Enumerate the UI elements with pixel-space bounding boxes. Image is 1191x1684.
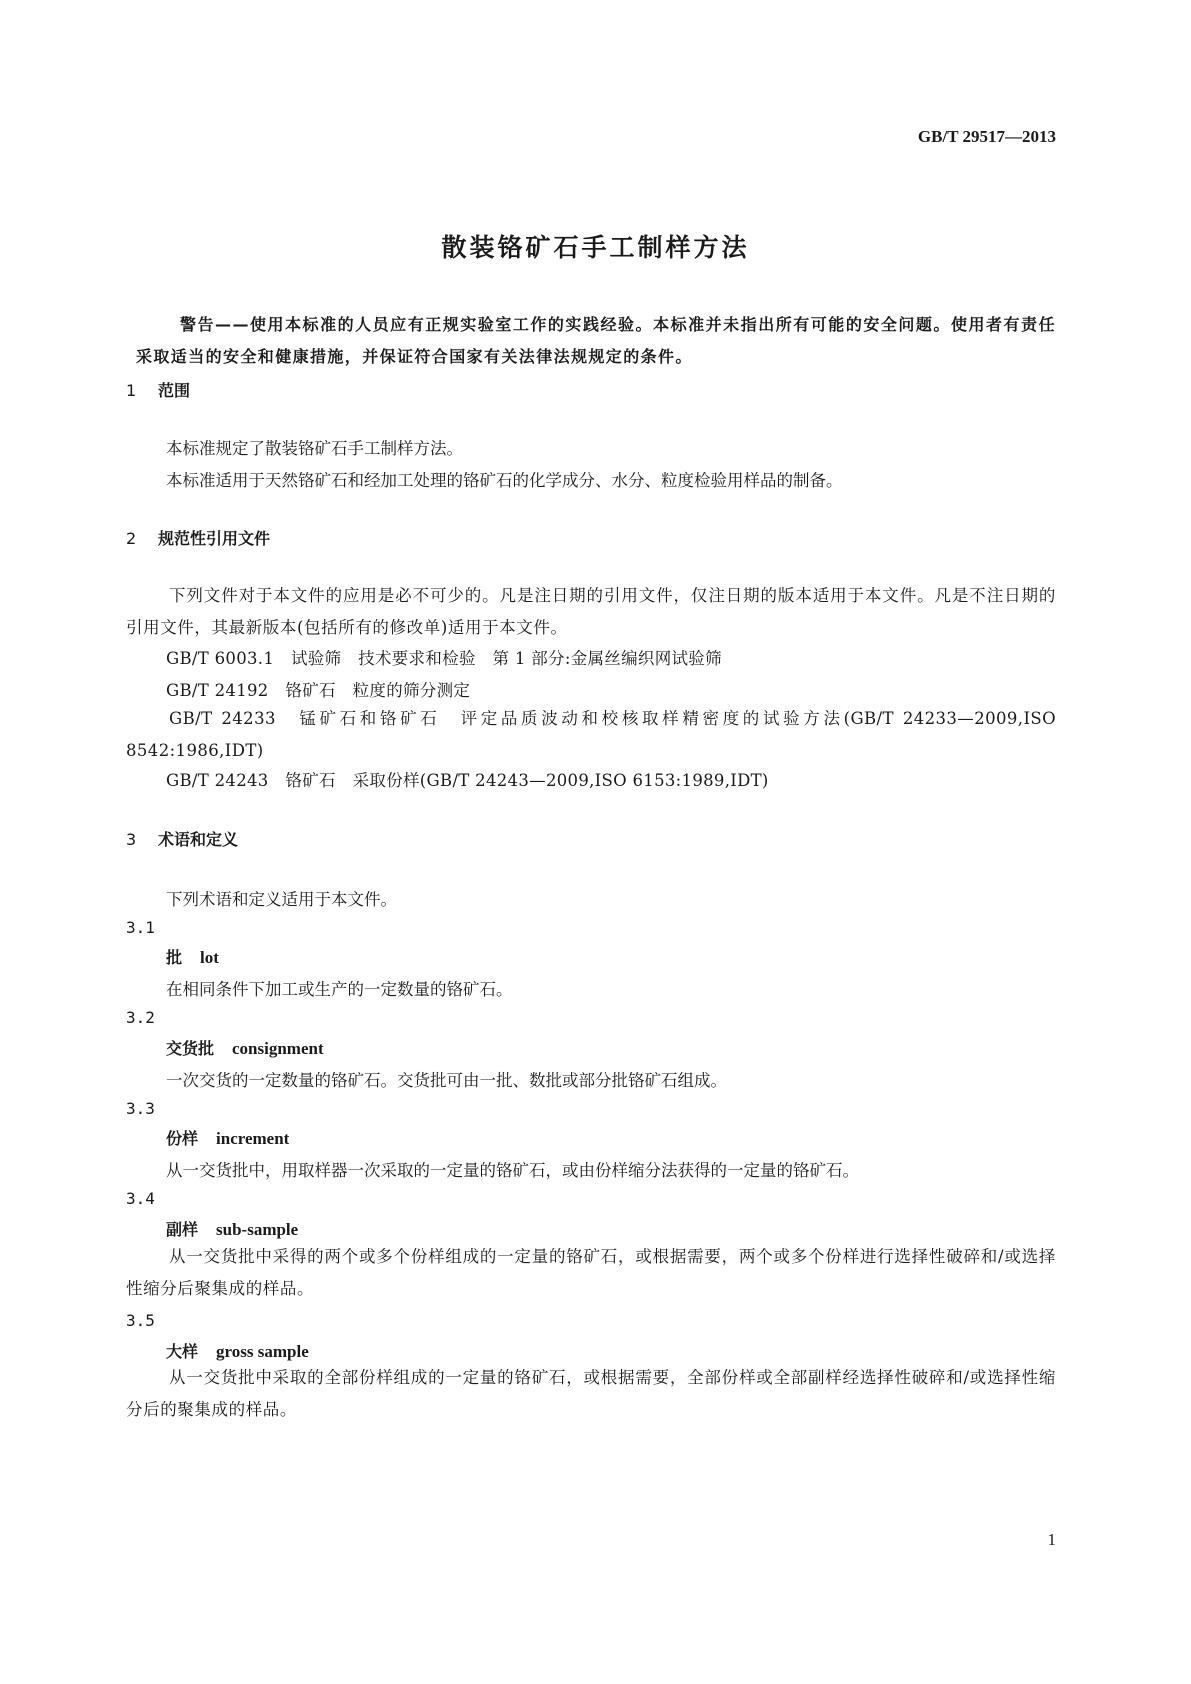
section-number: 3 — [126, 830, 137, 849]
term-title — [166, 945, 219, 968]
scope-paragraph-2: 本标准适用于天然铬矿石和经加工处理的铬矿石的化学成分、水分、粒度检验用样品的制备。 — [166, 471, 843, 490]
term-english: lot — [200, 948, 219, 967]
normative-intro: 下列文件对于本文件的应用是必不可少的。凡是注日期的引用文件，仅注日期的版本适用于本文件。凡是不注日期的引用文件，其最新版本(包括所有的修改单)适用于本文件。 — [126, 586, 1056, 637]
term-definition: 从一交货批中采得的两个或多个份样组成的一定量的铬矿石，或根据需要，两个或多个份样进行选择性破碎和/或选择性缩分后聚集成的样品。 — [126, 1247, 1056, 1298]
term-definition: 在相同条件下加工或生产的一定数量的铬矿石。 — [166, 980, 513, 999]
warning-paragraph: 警告——使用本标准的人员应有正规实验室工作的实践经验。本标准并未指出所有可能的安全问题。使用者有责任采取适当的安全和健康措施，并保证符合国家有关法律法规规定的条件。 — [136, 315, 1056, 366]
term-english: increment — [216, 1129, 290, 1148]
term-chinese: 大样 — [166, 1342, 199, 1361]
section-heading-normative — [126, 526, 270, 549]
section-title: 术语和定义 — [158, 830, 239, 849]
section-number: 1 — [126, 381, 137, 400]
document-title: 散装铬矿石手工制样方法 — [441, 233, 750, 262]
reference-item: GB/T 24243 铬矿石 采取份样(GB/T 24243—2009,ISO 6153:1989,IDT) — [166, 771, 769, 790]
term-number: 3.2 — [126, 1008, 155, 1027]
term-title — [166, 1339, 309, 1362]
terms-intro: 下列术语和定义适用于本文件。 — [166, 890, 397, 909]
section-heading-scope — [126, 378, 190, 401]
term-title — [166, 1217, 298, 1240]
term-title — [166, 1126, 289, 1149]
section-heading-terms — [126, 827, 238, 850]
reference-item: GB/T 24233 锰矿石和铬矿石 评定品质波动和校核取样精密度的试验方法(GB/T 24233—2009,ISO 8542:1986,IDT) — [126, 709, 1056, 760]
term-number: 3.3 — [126, 1099, 155, 1118]
term-chinese: 批 — [166, 948, 183, 967]
term-chinese: 副样 — [166, 1220, 199, 1239]
term-english: sub-sample — [216, 1220, 299, 1239]
term-definition: 一次交货的一定数量的铬矿石。交货批可由一批、数批或部分批铬矿石组成。 — [166, 1071, 727, 1090]
standard-code: GB/T 29517—2013 — [917, 127, 1056, 146]
reference-item: GB/T 6003.1 试验筛 技术要求和检验 第 1 部分:金属丝编织网试验筛 — [166, 649, 722, 668]
term-chinese: 份样 — [166, 1129, 199, 1148]
scope-paragraph-1: 本标准规定了散装铬矿石手工制样方法。 — [166, 439, 463, 458]
reference-item: GB/T 24192 铬矿石 粒度的筛分测定 — [166, 681, 471, 700]
section-title: 规范性引用文件 — [158, 529, 271, 548]
term-english: consignment — [232, 1039, 324, 1058]
section-number: 2 — [126, 529, 137, 548]
section-title: 范围 — [158, 381, 191, 400]
term-number: 3.4 — [126, 1189, 155, 1208]
term-number: 3.1 — [126, 918, 155, 937]
term-definition: 从一交货批中采取的全部份样组成的一定量的铬矿石，或根据需要，全部份样或全部副样经选择性破碎和/或选择性缩分后的聚集成的样品。 — [126, 1368, 1056, 1419]
page-number: 1 — [1047, 1530, 1056, 1549]
term-title — [166, 1036, 324, 1059]
term-chinese: 交货批 — [166, 1039, 215, 1058]
term-number: 3.5 — [126, 1311, 155, 1330]
term-english: gross sample — [216, 1342, 309, 1361]
term-definition: 从一交货批中，用取样器一次采取的一定量的铬矿石，或由份样缩分法获得的一定量的铬矿石。 — [166, 1161, 859, 1180]
